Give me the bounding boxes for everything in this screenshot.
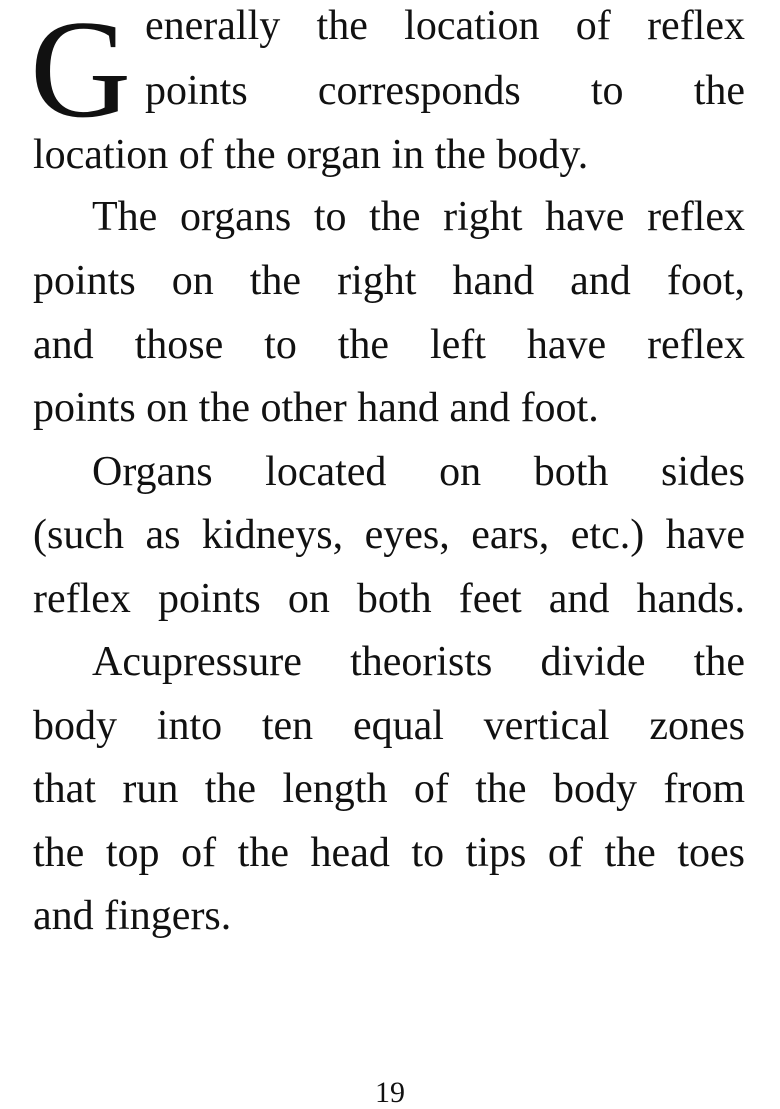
drop-cap: G — [30, 0, 132, 147]
text-line: points on the right hand and foot, — [33, 258, 745, 304]
text-line: Acupressure theorists divide the — [92, 639, 745, 685]
text-line: points corresponds to the — [145, 68, 745, 114]
text-line: the top of the head to tips of the toes — [33, 830, 745, 876]
text-line: reflex points on both feet and hands. — [33, 576, 745, 622]
text-line: that run the length of the body from — [33, 766, 745, 812]
text-line: body into ten equal vertical zones — [33, 703, 745, 749]
text-line: The organs to the right have reflex — [92, 194, 745, 240]
text-line: Organs located on both sides — [92, 449, 745, 495]
text-line: location of the organ in the body. — [33, 132, 589, 178]
page-number: 19 — [375, 1076, 405, 1109]
text-line: and fingers. — [33, 893, 232, 939]
text-line: (such as kidneys, eyes, ears, etc.) have — [33, 512, 745, 558]
text-line: enerally the location of reflex — [145, 3, 745, 49]
text-line: and those to the left have reflex — [33, 322, 745, 368]
text-line: points on the other hand and foot. — [33, 385, 599, 431]
